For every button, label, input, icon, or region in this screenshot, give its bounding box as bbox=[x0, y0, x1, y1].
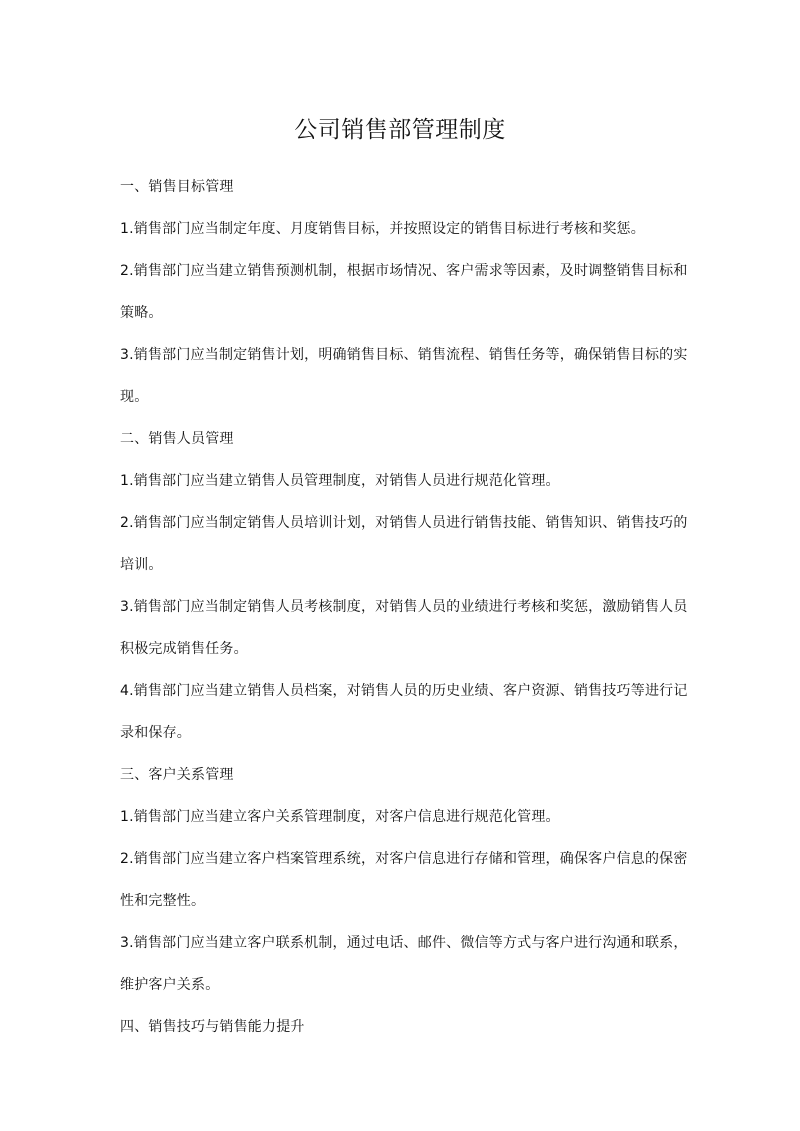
section-heading: 二、销售人员管理 bbox=[120, 431, 234, 447]
document-body bbox=[120, 166, 695, 1048]
paragraph: 1.销售部门应当建立销售人员管理制度，对销售人员进行规范化管理。 bbox=[120, 473, 560, 489]
section-heading: 三、客户关系管理 bbox=[120, 767, 234, 783]
section-heading: 四、销售技巧与销售能力提升 bbox=[120, 1019, 305, 1035]
paragraph: 1.销售部门应当制定年度、月度销售目标，并按照设定的销售目标进行考核和奖惩。 bbox=[120, 221, 645, 237]
paragraph: 2.销售部门应当制定销售人员培训计划，对销售人员进行销售技能、销售知识、销售技巧的培训。 bbox=[120, 515, 688, 573]
paragraph: 2.销售部门应当建立销售预测机制，根据市场情况、客户需求等因素，及时调整销售目标和策略。 bbox=[120, 263, 688, 321]
document-title: 公司销售部管理制度 bbox=[294, 117, 506, 143]
paragraph: 1.销售部门应当建立客户关系管理制度，对客户信息进行规范化管理。 bbox=[120, 809, 560, 825]
paragraph: 2.销售部门应当建立客户档案管理系统，对客户信息进行存储和管理，确保客户信息的保密性和完整性。 bbox=[120, 851, 688, 909]
paragraph: 4.销售部门应当建立销售人员档案，对销售人员的历史业绩、客户资源、销售技巧等进行记录和保存。 bbox=[120, 683, 688, 741]
section-heading: 一、销售目标管理 bbox=[120, 179, 234, 195]
paragraph: 3.销售部门应当制定销售人员考核制度，对销售人员的业绩进行考核和奖惩，激励销售人员积极完成销售任务。 bbox=[120, 599, 688, 657]
paragraph: 3.销售部门应当建立客户联系机制，通过电话、邮件、微信等方式与客户进行沟通和联系，维护客户关系。 bbox=[120, 935, 688, 993]
paragraph: 3.销售部门应当制定销售计划，明确销售目标、销售流程、销售任务等，确保销售目标的实现。 bbox=[120, 347, 688, 405]
